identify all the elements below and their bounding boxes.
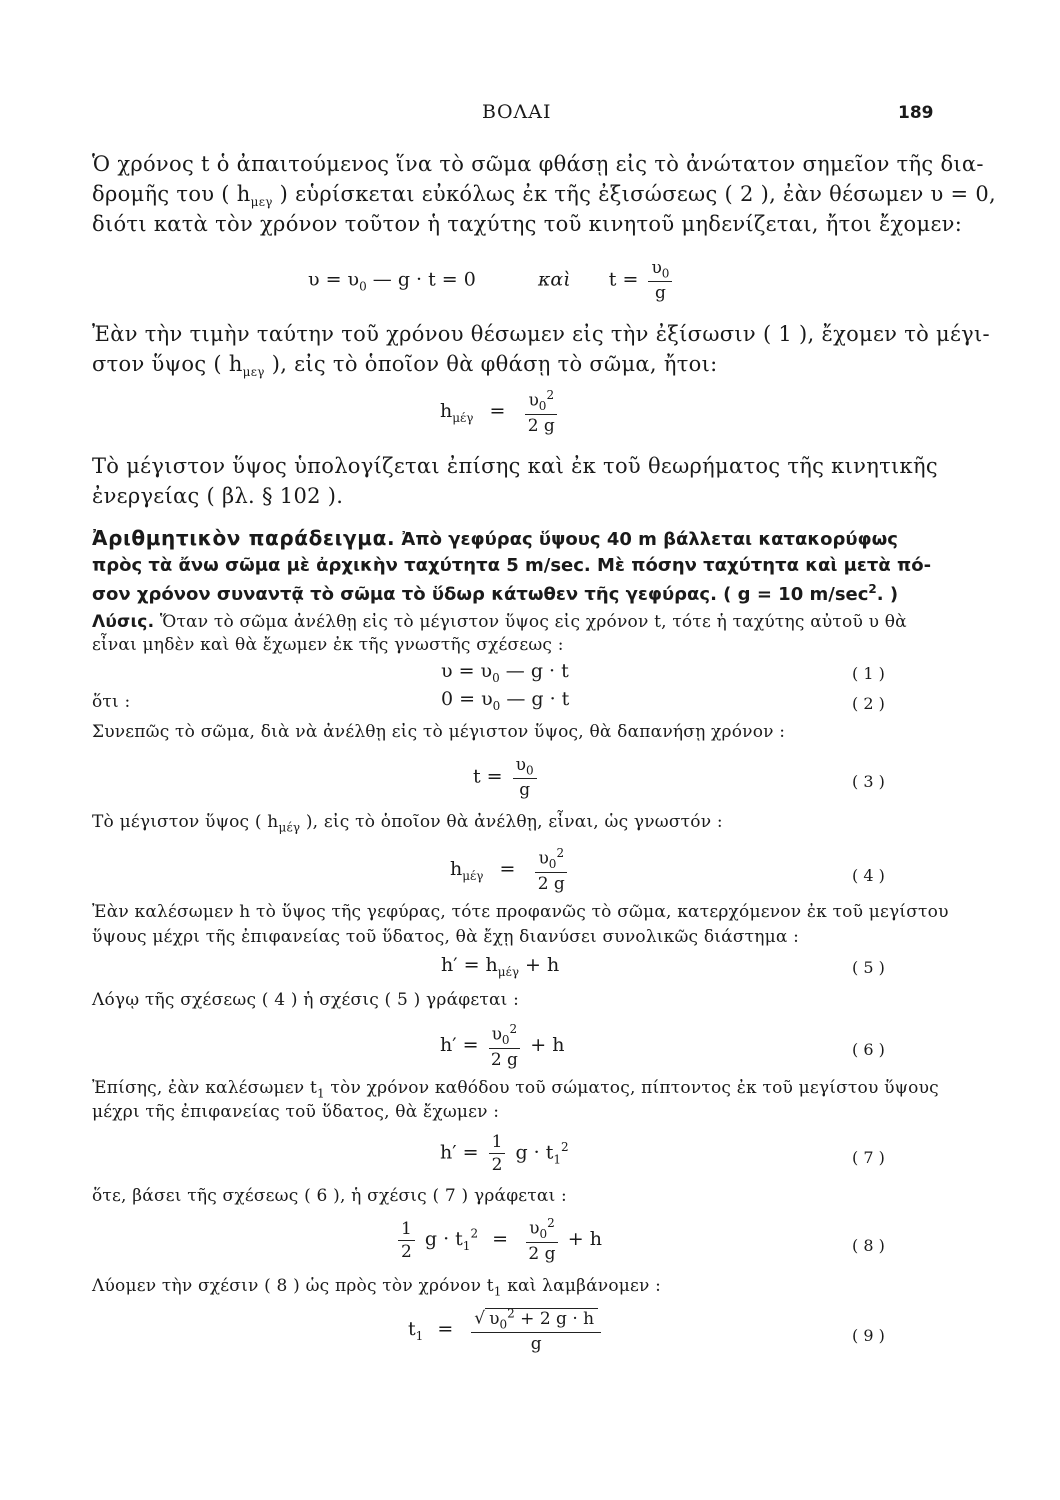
oti-label: ὅτι : [92,692,131,712]
equation-intro: $\upsilon = \upsilon_0$ — g · t = 0 καὶ t = $\frac{\upsilon_0}{g}$ [308,258,676,303]
solution-line-1: Λύσις. Ὅταν τὸ σῶμα ἀνέλθῃ εἰς τὸ μέγιστον ὕψος εἰς χρόνον t, τότε ἡ ταχύτης αὐτοῦ υ θὰ [92,612,907,632]
sqrt-icon: √ [474,1308,486,1329]
intro-line-1: Ὁ χρόνος t ὁ ἀπαιτούμενος ἵνα τὸ σῶμα φθάσῃ εἰς τὸ ἀνώτατον σημεῖον τῆς δια- [92,152,984,176]
equation-number-6: ( 6 ) [852,1040,885,1059]
equation-8: $\frac{1}{2}$ $g \cdot t_1^2$ = $\frac{\upsilon_0^2}{2 g}$ + h [394,1216,602,1264]
solution-after-4-line-1: Ἐὰν καλέσωμεν h τὸ ὕψος τῆς γεφύρας, τότε προφανῶς τὸ σῶμα, κατερχόμενον ἐκ τοῦ μεγίστου [92,902,949,922]
solution-after-5: Λόγῳ τῆς σχέσεως ( 4 ) ἡ σχέσις ( 5 ) γράφεται : [92,990,520,1010]
equation-number-1: ( 1 ) [852,664,885,683]
equation-4: $h_{\mu έ\gamma}$ = $\frac{\upsilon_0^2}{2 g}$ [450,846,571,894]
fraction-v0-over-g: $\frac{\upsilon_0}{g}$ [648,258,672,303]
example-line-2: πρὸς τὰ ἄνω σῶμα μὲ ἀρχικὴν ταχύτητα 5 m/sec. Μὲ πόσην ταχύτητα καὶ μετὰ πό- [92,555,932,576]
solution-after-3: Τὸ μέγιστον ὕψος ( $h_{\mu έ\gamma}$ ), εἰς τὸ ὁποῖον θὰ ἀνέλθῃ, εἶναι, ὡς γνωστόν : [92,812,723,835]
equation-1: $\upsilon = \upsilon_0$ — g · t [441,660,569,685]
example-line-3: σον χρόνον συναντᾷ τὸ σῶμα τὸ ὕδωρ κάτωθεν τῆς γεφύρας. ( g = 10 $m/\sec^2$. ) [92,582,899,605]
solution-line-2: εἶναι μηδὲν καὶ θὰ ἔχωμεν ἐκ τῆς γνωστῆς σχέσεως : [92,635,564,655]
equation-number-3: ( 3 ) [852,772,885,791]
equation-number-9: ( 9 ) [852,1326,885,1345]
solution-after-6-line-2: μέχρι τῆς ἐπιφανείας τοῦ ὕδατος, θὰ ἔχωμεν : [92,1102,500,1122]
para3-line-1: Τὸ μέγιστον ὕψος ὑπολογίζεται ἐπίσης καὶ ἐκ τοῦ θεωρήματος τῆς κινητικῆς [92,454,938,478]
equation-number-2: ( 2 ) [852,694,885,713]
solution-after-4-line-2: ὕψους μέχρι τῆς ἐπιφανείας τοῦ ὕδατος, θὰ ἔχῃ διανύσει συνολικῶς διάστημα : [92,927,800,947]
page-number: 189 [898,103,934,123]
solution-after-7: ὅτε, βάσει τῆς σχέσεως ( 6 ), ἡ σχέσις ( 7 ) γράφεται : [92,1186,567,1206]
equation-7: h′ = $\frac{1}{2}$ $g \cdot t_1^2$ [440,1132,569,1175]
example-line-1: Ἀριθμητικὸν παράδειγμα. Ἀπὸ γεφύρας ὕψους 40 m βάλλεται κατακορύφως [92,526,898,550]
para3-line-2: ἐνεργείας ( βλ. § 102 ). [92,484,344,508]
para2-line-1: Ἐὰν τὴν τιμὴν ταύτην τοῦ χρόνου θέσωμεν εἰς τὴν ἐξίσωσιν ( 1 ), ἔχομεν τὸ μέγι- [92,322,990,346]
solution-after-2: Συνεπῶς τὸ σῶμα, διὰ νὰ ἀνέλθῃ εἰς τὸ μέγιστον ὕψος, θὰ δαπανήσῃ χρόνον : [92,722,786,742]
equation-number-4: ( 4 ) [852,866,885,885]
para2-line-2: στον ὕψος ( $h_{\mu\varepsilon\gamma}$ ), εἰς τὸ ὁποῖον θὰ φθάσῃ τὸ σῶμα, ἤτοι: [92,352,718,380]
running-header-title: ΒΟΛΑΙ [482,101,552,123]
equation-number-7: ( 7 ) [852,1148,885,1167]
equation-hmax: $h_{\mu έ\gamma}$ = $\frac{\upsilon_0^2}{2 g}$ [440,388,561,436]
solution-after-6-line-1: Ἐπίσης, ἐὰν καλέσωμεν $t_1$ τὸν χρόνον καθόδου τοῦ σώματος, πίπτοντος ἐκ τοῦ μεγίστου ὕψους [92,1078,939,1101]
intro-line-3: διότι κατὰ τὸν χρόνον τοῦτον ἡ ταχύτης τοῦ κινητοῦ μηδενίζεται, ἤτοι ἔχομεν: [92,212,963,236]
equation-5: $h' = h_{\mu έ\gamma} + h$ [441,954,560,979]
equation-number-5: ( 5 ) [852,958,885,977]
solution-after-8: Λύομεν τὴν σχέσιν ( 8 ) ὡς πρὸς τὸν χρόνον $t_1$ καὶ λαμβάνομεν : [92,1276,662,1299]
equation-number-8: ( 8 ) [852,1236,885,1255]
equation-2: $0 = \upsilon_0$ — g · t [441,688,570,713]
equation-6: h′ = $\frac{\upsilon_0^2}{2 g}$ + h [440,1022,565,1071]
equation-9: $t_1$ = $\frac{√ \upsilon_0^2 + 2 g \cdot h}{g}$ [408,1306,605,1354]
equation-3: t = $\frac{\upsilon_0}{g}$ [473,755,541,800]
intro-line-2: δρομῆς του ( $h_{\mu\varepsilon\gamma}$ ) εὑρίσκεται εὐκόλως ἐκ τῆς ἐξισώσεως ( 2 ), ἐὰν θέσωμεν υ = 0, [92,182,997,210]
